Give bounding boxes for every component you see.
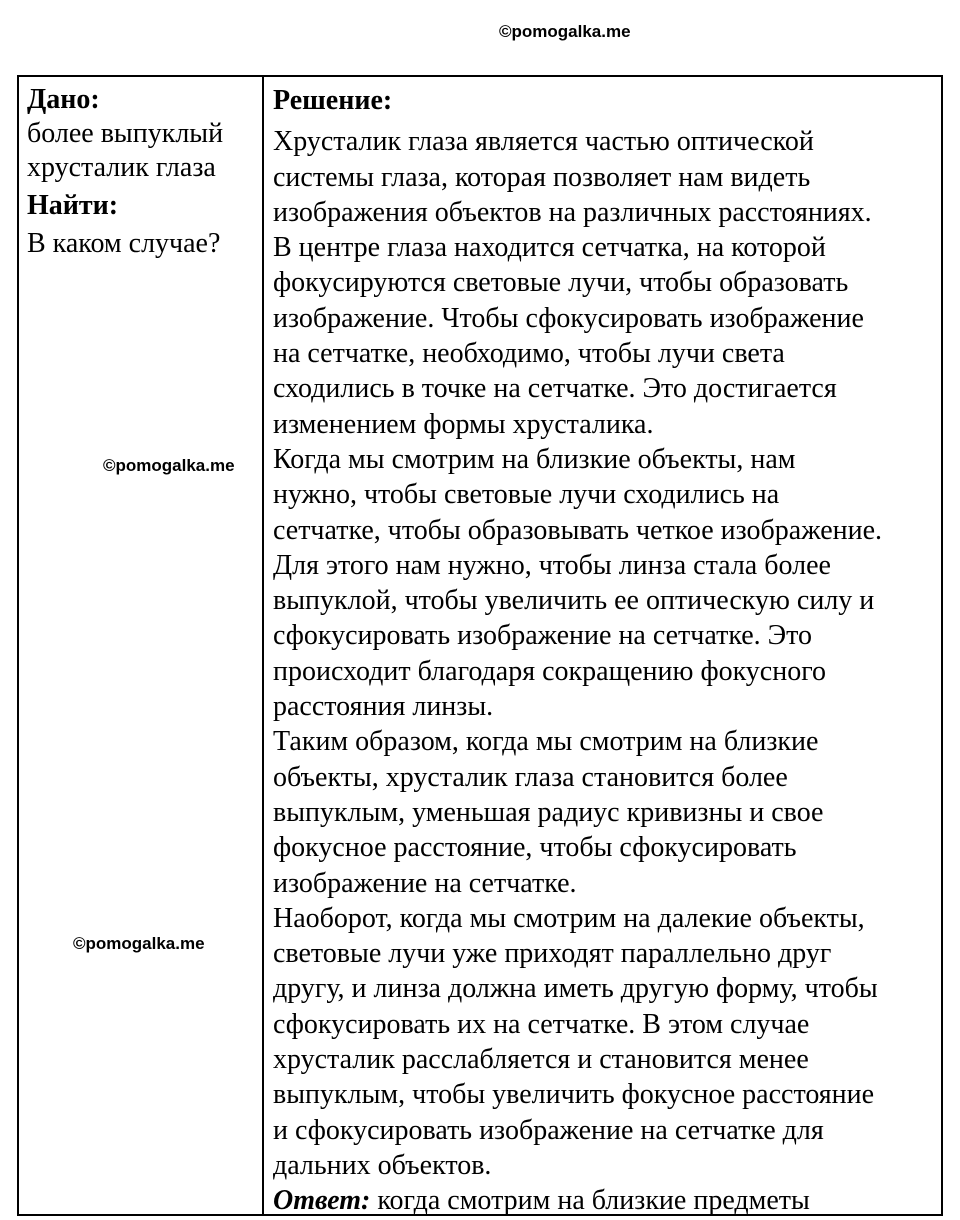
solution-line: выпуклым, уменьшая радиус кривизны и свое (273, 796, 824, 828)
solution-line: дальних объектов. (273, 1149, 492, 1181)
solution-line: другу, и линза должна иметь другую форму, чтобы (273, 973, 878, 1005)
solution-line: сфокусировать их на сетчатке. В этом случае (273, 1008, 810, 1040)
solution-line: изображения объектов на различных расстояниях. (273, 196, 872, 228)
solution-line: нужно, чтобы световые лучи сходились на (273, 479, 780, 511)
solution-line: сходились в точке на сетчатке. Это достигается (273, 373, 837, 405)
solution-text (273, 124, 945, 1183)
answer-text: когда смотрим на близкие предметы (370, 1185, 810, 1217)
solution-line: изменением формы хрусталика. (273, 408, 654, 440)
solution-line: сетчатке, чтобы образовывать четкое изображение. (273, 514, 883, 546)
watermark-top: ©pomogalka.me (499, 22, 631, 41)
solution-line: и сфокусировать изображение на сетчатке для (273, 1114, 824, 1146)
solution-line: происходит благодаря сокращению фокусного (273, 655, 826, 687)
answer-line (273, 1183, 945, 1218)
solution-heading: Решение: (273, 85, 393, 116)
watermark-lower: ©pomogalka.me (73, 934, 205, 953)
solution-line: Хрусталик глаза является частью оптической (273, 126, 814, 158)
solution-line: Для этого нам нужно, чтобы линза стала более (273, 549, 831, 581)
solution-line: Таким образом, когда мы смотрим на близкие (273, 726, 819, 758)
solution-line: изображение. Чтобы сфокусировать изображение (273, 302, 864, 334)
solution-line: В центре глаза находится сетчатка, на которой (273, 232, 826, 264)
problem-table (17, 75, 943, 1216)
given-line-2: хрусталик глаза (27, 152, 216, 183)
solution-line: сфокусировать изображение на сетчатке. Это (273, 620, 812, 652)
column-divider (262, 77, 264, 1214)
solution-line: выпуклым, чтобы увеличить фокусное расстояние (273, 1079, 875, 1111)
solution-line: на сетчатке, необходимо, чтобы лучи света (273, 338, 785, 370)
find-text: В каком случае? (27, 228, 221, 259)
solution-line: Наоборот, когда мы смотрим на далекие объекты, (273, 902, 865, 934)
given-column (27, 83, 257, 261)
solution-line: объекты, хрусталик глаза становится более (273, 761, 788, 793)
solution-column (273, 83, 945, 1219)
solution-line: расстояния линзы. (273, 691, 494, 723)
solution-line: Когда мы смотрим на близкие объекты, нам (273, 443, 796, 475)
solution-line: световые лучи уже приходят параллельно друг (273, 938, 832, 970)
watermark-middle: ©pomogalka.me (103, 456, 235, 475)
given-line-1: более выпуклый (27, 118, 224, 149)
solution-line: хрусталик расслабляется и становится менее (273, 1044, 809, 1076)
solution-line: системы глаза, которая позволяет нам видеть (273, 161, 811, 193)
given-heading: Дано: (27, 84, 100, 115)
solution-line: изображение на сетчатке. (273, 867, 577, 899)
find-heading: Найти: (27, 190, 119, 221)
solution-line: выпуклой, чтобы увеличить ее оптическую силу и (273, 585, 875, 617)
answer-label: Ответ: (273, 1185, 371, 1217)
solution-line: фокусное расстояние, чтобы сфокусировать (273, 832, 797, 864)
solution-line: фокусируются световые лучи, чтобы образовать (273, 267, 849, 299)
